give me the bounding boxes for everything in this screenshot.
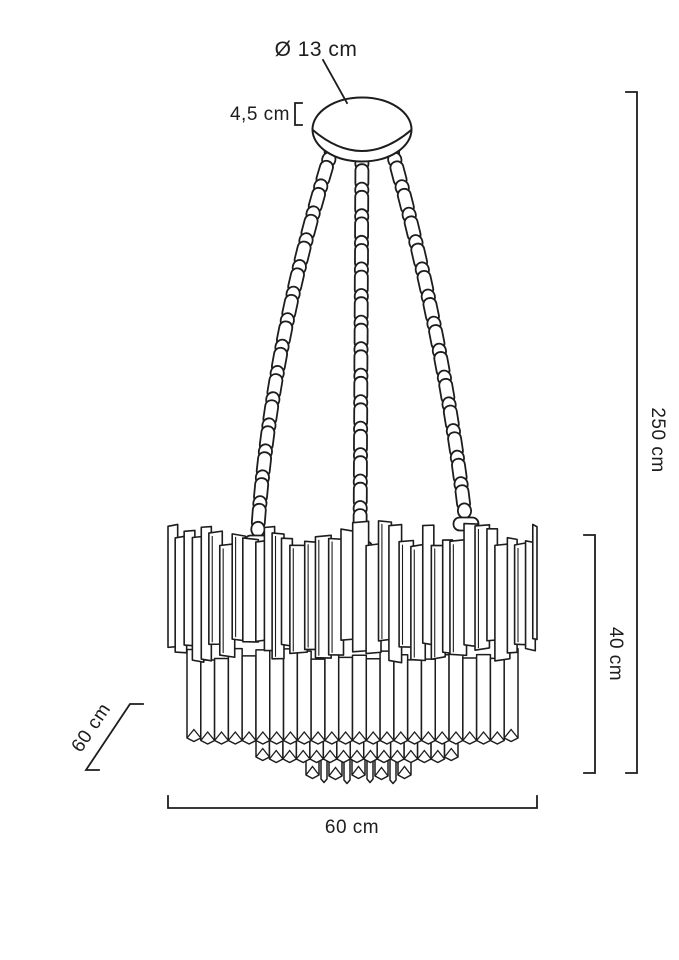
crystal-prism	[435, 655, 449, 744]
crystal-prism	[449, 646, 463, 744]
total-height-dimension-line	[626, 92, 637, 773]
crystal-prism	[297, 651, 311, 744]
crystal-tier-2	[187, 646, 518, 744]
crystal-prism	[394, 655, 408, 744]
crystal-prism	[353, 655, 367, 744]
crystal-prism	[325, 652, 339, 744]
crystal-prism	[187, 650, 201, 742]
crystal-prism	[380, 651, 394, 744]
width-dimension-line	[168, 796, 537, 808]
chain-link	[457, 503, 472, 519]
crystal-prism	[504, 649, 518, 742]
crystal-tier-1	[168, 521, 537, 663]
crystal-prism	[284, 649, 298, 744]
canopy-height-bracket	[295, 103, 302, 125]
crystal-prism	[228, 649, 242, 744]
crystal-bar	[533, 524, 537, 639]
diameter-pointer-line	[323, 60, 347, 103]
width-label: 60 cm	[324, 817, 380, 838]
crystal-prism	[242, 656, 256, 744]
total-height-label: 250 cm	[647, 407, 668, 473]
body-height-dimension-line	[584, 535, 595, 773]
body-height-label: 40 cm	[605, 626, 626, 682]
crystal-prism	[477, 655, 491, 744]
crystal-prism	[270, 646, 284, 744]
ceiling-canopy	[313, 98, 412, 162]
depth-label: 60 cm	[67, 699, 116, 757]
canopy-height-label: 4,5 cm	[229, 104, 290, 125]
suspension-chains	[245, 132, 479, 554]
crystal-prism	[256, 650, 270, 744]
canopy-diameter-label: Ø 13 cm	[274, 38, 358, 61]
